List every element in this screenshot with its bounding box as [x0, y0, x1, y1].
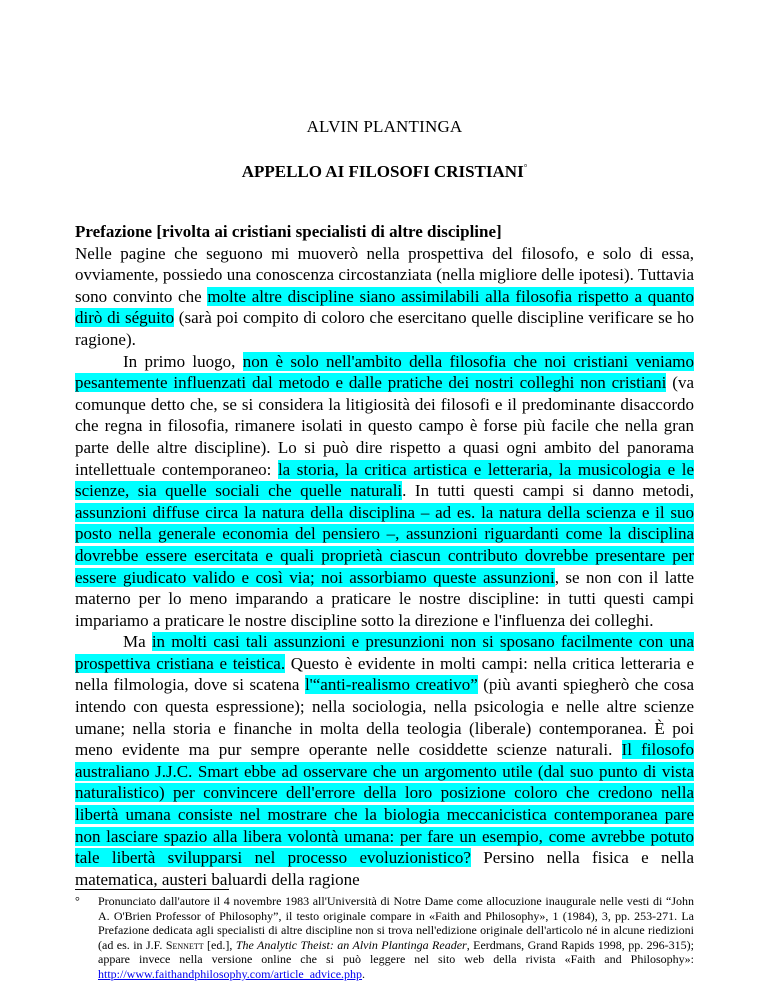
highlighted-text: l'“anti-realismo creativo” — [304, 675, 478, 695]
text-run: Ma — [123, 632, 152, 652]
text-run: , Eerdmans, Grand Rapids 1998, pp. 296-315); appare invece nella versione online che si può leggere nel sito web della rivista «Faith and Philosophy»: — [98, 937, 695, 967]
footnote — [75, 894, 694, 982]
text-run: (va comunque detto che, se si considera la litigiosità dei filosofi e il predominante disaccordo che regna in filosofia, rimanere isolati in questo campo è forse più facile che nella gran parte delle altre discipline). Lo si può dire rispetto a quasi ogni ambito del panorama intellettuale contemporaneo: — [75, 373, 694, 479]
highlighted-text: Il filosofo australiano J.J.C. Smart ebbe ad osservare che un argomento utile (dal suo punto di vista naturalistico) per convincere dell'errore della loro posizione coloro che credono nella libertà umana consiste nel mostrare che la biologia meccanicistica contemporanea pare non lasciare spazio alla libera volontà umana: per fare un esempio, come avrebbe potuto tale libertà svilupparsi nel processo evoluzionistico? — [75, 740, 694, 868]
text-run: (più avanti spiegherò che cosa intendo con questa espressione); nella sociologia, nella psicologia e nelle altre scienze umane; nella storia e finanche in molta della teologia (liberale) contemporanea. È poi meno evidente ma pur sempre operante nelle cosiddette scienze naturali. — [75, 675, 695, 760]
text-run: Pronunciato dall'autore il 4 novembre 1983 all'Università di Notre Dame come allocuzione inaugurale nelle vesti di “John A. O'Brien Professor of Philosophy”, il testo originale compare in «Faith and Philosophy», 1 (1984), 3, pp. 253-271. La Prefazione dedicata agli specialisti di altre discipline non si trova nell'edizione originale dell'articolo né in alcune riedizioni (ad es. in J.F. — [98, 894, 694, 952]
text-run: [ed.], — [203, 937, 236, 952]
text-run: . In tutti questi campi si danno metodi, — [402, 481, 694, 501]
footnote-reference[interactable]: ° — [523, 162, 528, 173]
paragraph-1 — [75, 243, 694, 351]
highlighted-text: la storia, la critica artistica e letteraria, la musicologia e le scienze, sia quelle sociali che quelle naturali — [75, 459, 694, 501]
paragraph-3 — [75, 631, 694, 890]
section-heading: Prefazione [rivolta ai cristiani specialisti di altre discipline] — [75, 222, 502, 241]
footnote-text — [98, 894, 694, 982]
text-run: In primo luogo, — [123, 351, 243, 371]
text-run: Questo è evidente in molti campi: nella critica letteraria e nella filmologia, dove si scatena — [75, 653, 694, 695]
text-run: . — [362, 966, 366, 981]
article-title-text: APPELLO AI FILOSOFI CRISTIANI — [241, 162, 524, 181]
footnote-mark: ° — [75, 894, 80, 908]
journal-website-link[interactable]: http://www.faithandphilosophy.com/article_advice.php — [98, 966, 363, 981]
paragraph-2 — [75, 351, 694, 632]
text-run: (sarà poi compito di coloro che esercitano quelle discipline verificare se ho ragione). — [75, 308, 694, 349]
editor-name: Sennett — [165, 937, 204, 952]
book-title: The Analytic Theist: an Alvin Plantinga Reader — [235, 937, 467, 952]
highlighted-text: assunzioni diffuse circa la natura della disciplina – ad es. la natura della scienza e il suo posto nella generale economia del pensiero –, assunzioni riguardanti come la disciplina dovrebbe essere esercitata e quali proprietà ciascun contributo dovrebbe presentare per essere giudicato valido e così via; noi assorbiamo queste assunzioni — [75, 502, 694, 587]
highlighted-text: non è solo nell'ambito della filosofia che noi cristiani veniamo pesantemente influenzati dal metodo e dalle pratiche dei nostri colleghi non cristiani — [75, 351, 694, 393]
highlighted-text: in molti casi tali assunzioni e presunzioni non si sposano facilmente con una prospettiva cristiana e teistica. — [75, 632, 694, 673]
article-title — [75, 161, 694, 183]
article-body — [75, 221, 694, 890]
highlighted-text: molte altre discipline siano assimilabili alla filosofia rispetto a quanto dirò di séguito — [75, 286, 694, 328]
author-name: ALVIN PLANTINGA — [306, 117, 463, 136]
text-run: Nelle pagine che seguono mi muoverò nella prospettiva del filosofo, e solo di essa, ovviamente, possiedo una conoscenza circostanziata (nella migliore delle ipotesi). Tuttavia sono convinto che — [75, 243, 694, 306]
footnote-divider — [75, 889, 229, 890]
text-run: , se non con il latte materno per lo meno imparando a praticare le nostre discipline: in tutti questi campi impariamo a praticare le nostre discipline sotto la direzione e l'influenza dei colleghi. — [75, 567, 694, 630]
text-run: Persino nella fisica e nella matematica, austeri baluardi della ragione — [75, 848, 695, 889]
